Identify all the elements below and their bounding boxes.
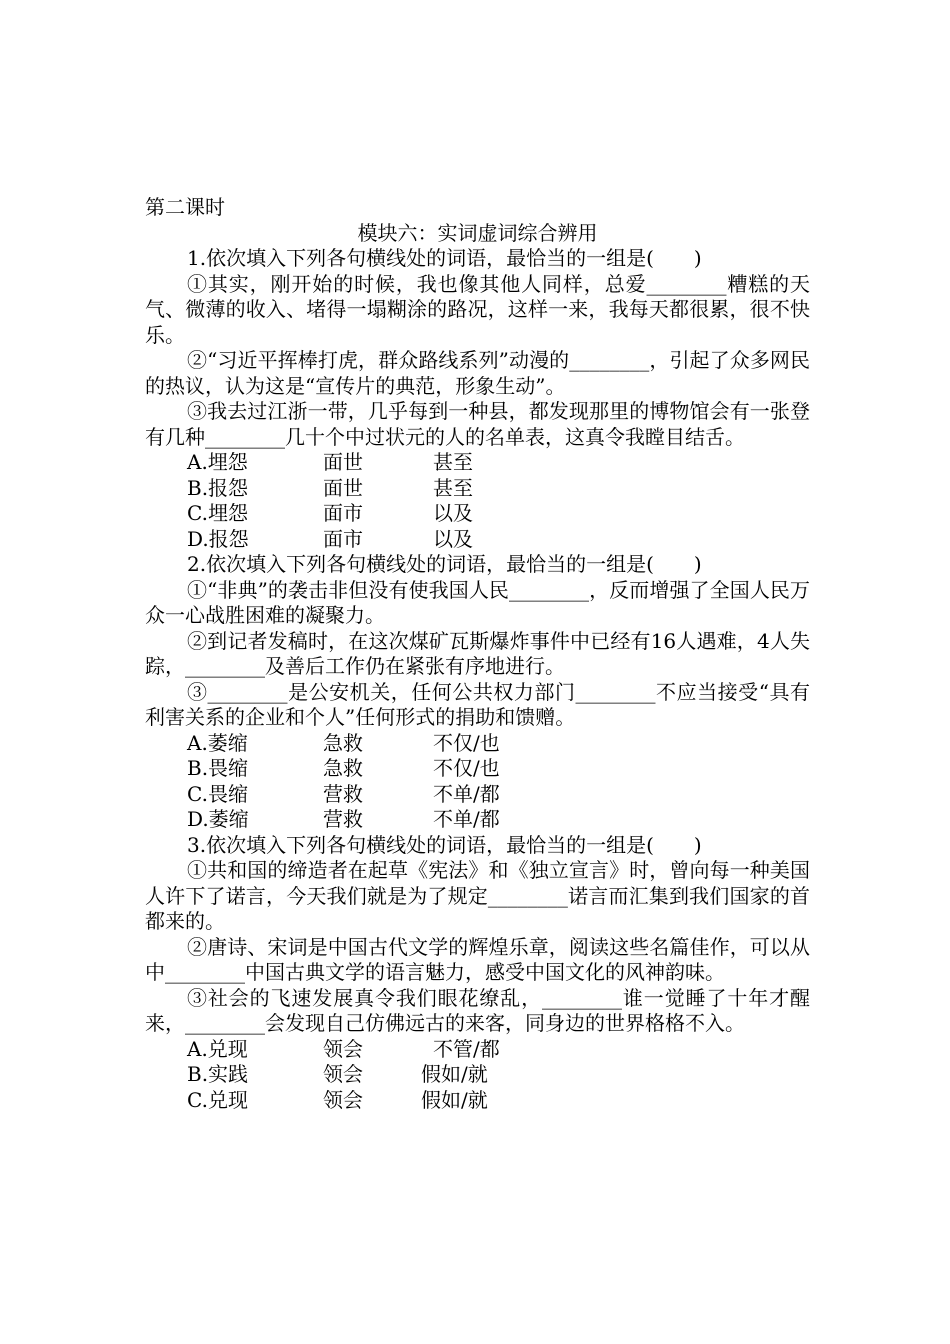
option-c: C.兑现 领会 假如/就 [187, 1087, 488, 1112]
lesson-label: 第二课时 [145, 195, 225, 219]
question-sentence: ②唐诗、宋词是中国古代文学的辉煌乐章，阅读这些名篇佳作，可以从中________中国古典文学的语言魅力，感受中国文化的风神韵味。 [145, 934, 810, 984]
question-sentence: ③社会的飞速发展真令我们眼花缭乱，________谁一觉睡了十年才醒来，________会发现自己仿佛远古的来客，同身边的世界格格不入。 [145, 985, 810, 1035]
option-d: D.萎缩 营救 不单/都 [187, 807, 500, 831]
option-a: A.兑现 领会 不管/都 [187, 1036, 500, 1061]
question-2 [145, 552, 810, 833]
question-sentence: ①其实，刚开始的时候，我也像其他人同样，总爱________糟糕的天气、微薄的收入、堵得一塌糊涂的路况，这样一来，我每天都很累，很不快乐。 [145, 271, 810, 347]
question-stem: 3.依次填入下列各句横线处的词语，最恰当的一组是( ) [187, 832, 702, 857]
option-c: C.埋怨 面市 以及 [187, 501, 473, 525]
option-a: A.萎缩 急救 不仅/也 [187, 730, 500, 755]
question-sentence: ③我去过江浙一带，几乎每到一种县，都发现那里的博物馆会有一张登有几种________几十个中过状元的人的名单表，这真令我瞠目结舌。 [145, 399, 810, 449]
question-3 [145, 833, 810, 1114]
option-a: A.埋怨 面世 甚至 [187, 450, 473, 474]
question-1 [145, 246, 810, 552]
question-sentence: ②到记者发稿时，在这次煤矿瓦斯爆炸事件中已经有16人遇难，4人失踪，________及善后工作仍在紧张有序地进行。 [145, 628, 810, 678]
question-sentence: ③________是公安机关，任何公共权力部门________不应当接受“具有利害关系的企业和个人”任何形式的捐助和馈赠。 [145, 679, 810, 729]
question-sentence: ①“非典”的袭击非但没有使我国人民________，反而增强了全国人民万众一心战胜困难的凝聚力。 [145, 577, 810, 627]
question-stem: 2.依次填入下列各句横线处的词语，最恰当的一组是( ) [187, 552, 702, 576]
document-page [145, 195, 810, 1113]
question-stem: 1.依次填入下列各句横线处的词语，最恰当的一组是( ) [187, 246, 702, 270]
option-b: B.畏缩 急救 不仅/也 [187, 756, 500, 780]
question-sentence: ①共和国的缔造者在起草《宪法》和《独立宣言》时，曾向每一种美国人许下了诺言，今天我们就是为了规定________诺言而汇集到我们国家的首都来的。 [145, 858, 810, 933]
option-c: C.畏缩 营救 不单/都 [187, 781, 500, 806]
option-d: D.报怨 面市 以及 [187, 526, 473, 551]
question-sentence: ②“习近平挥棒打虎，群众路线系列”动漫的________，引起了众多网民的热议，认为这是“宣传片的典范，形象生动”。 [145, 348, 810, 398]
option-b: B.报怨 面世 甚至 [187, 475, 473, 500]
module-title: 模块六：实词虚词综合辨用 [357, 220, 598, 245]
option-b: B.实践 领会 假如/就 [187, 1062, 488, 1086]
